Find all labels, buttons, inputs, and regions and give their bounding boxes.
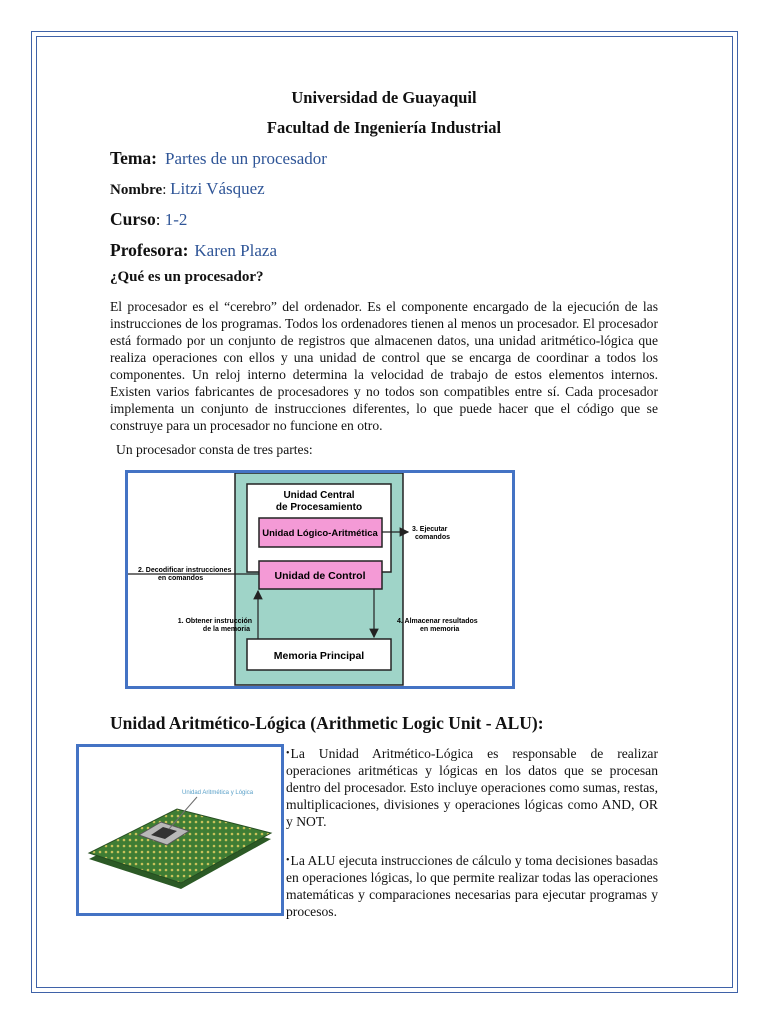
alu-bullet-2-text: La ALU ejecuta instrucciones de cálculo y toma decisiones basadas en operaciones lógicas, lo que permite realizar todas las operaciones matemáticas y comparaciones necesarias para ejecutar programas y procesos.	[286, 853, 658, 919]
processor-diagram	[125, 470, 515, 689]
curso-value: 1-2	[164, 210, 188, 229]
question-heading: ¿Qué es un procesador?	[110, 269, 264, 285]
cpu-chip-icon	[79, 747, 281, 913]
chip-label: Unidad Aritmética y Lógica	[182, 790, 254, 796]
nombre-value: Litzi Vásquez	[170, 179, 265, 198]
intro-text: Un procesador consta de tres partes:	[116, 442, 313, 457]
chip-board	[89, 809, 271, 883]
tema-value: Partes de un procesador	[165, 149, 327, 168]
step1-line1: 1. Obtener instrucción	[177, 618, 252, 625]
faculty-heading: Facultad de Ingeniería Industrial	[266, 118, 502, 137]
alu-box-label: Unidad Lógico-Aritmética	[262, 528, 378, 539]
step2-line2: en comandos	[158, 575, 204, 582]
university-heading: Universidad de Guayaquil	[291, 88, 477, 107]
step1-line2: de la memoria	[202, 626, 250, 633]
control-box-label: Unidad de Control	[274, 570, 366, 582]
profesora-label: Profesora:	[110, 240, 189, 260]
alu-bullet-1-text: La Unidad Aritmético-Lógica es responsable de realizar operaciones aritméticas y lógicas en los datos que se procesan dentro del procesador. Esto incluye operaciones como sumas, restas, multiplicaciones, divisiones y operaciones lógicas como AND, OR y NOT.	[286, 746, 658, 829]
step4-line2: en memoria	[420, 626, 460, 633]
alu-heading: Unidad Aritmético-Lógica (Arithmetic Logic Unit - ALU):	[110, 713, 544, 733]
alu-bullet-2	[286, 852, 658, 920]
cpu-title-line1: Unidad Central	[283, 490, 355, 501]
cpu-chip-image	[76, 744, 284, 916]
step2-line1: 2. Decodificar instrucciones	[138, 567, 232, 574]
curso-label: Curso	[110, 209, 156, 229]
memory-box-label: Memoria Principal	[273, 650, 365, 662]
tema-field	[110, 148, 327, 169]
cpu-title-line2: de Procesamiento	[275, 502, 363, 513]
nombre-label: Nombre	[110, 182, 163, 198]
step3-line2: comandos	[415, 534, 451, 541]
step3-line1: 3. Ejecutar	[412, 526, 448, 533]
alu-bullet-1	[286, 745, 658, 830]
tema-label: Tema:	[110, 148, 157, 168]
profesora-field	[110, 240, 277, 261]
processor-paragraph: El procesador es el “cerebro” del ordenador. Es el componente encargado de la ejecución de las instrucciones de los programas. Todos los ordenadores tienen al menos un procesador. El procesador está formado por un conjunto de registros que almacenen datos, una unidad aritmético-lógica que realiza operaciones con ellos y una unidad de control que se encarga de coordinar a todos los componentes. Un reloj interno determina la velocidad de trabajo de estos elementos internos. Existen varios fabricantes de procesadores y no todos son compatibles entre sí. Cada procesador implementa un conjunto de instrucciones diferentes, lo que puede hacer que el código que se construye para un procesador no funcione en otro.	[110, 299, 658, 433]
bullet-dot: •	[286, 748, 290, 759]
profesora-value: Karen Plaza	[194, 241, 277, 260]
step4-line1: 4. Almacenar resultados	[397, 618, 478, 625]
nombre-field: Nombre: Litzi Vásquez	[110, 179, 265, 198]
curso-field: Curso: 1-2	[110, 209, 188, 229]
bullet-dot: •	[286, 855, 290, 866]
